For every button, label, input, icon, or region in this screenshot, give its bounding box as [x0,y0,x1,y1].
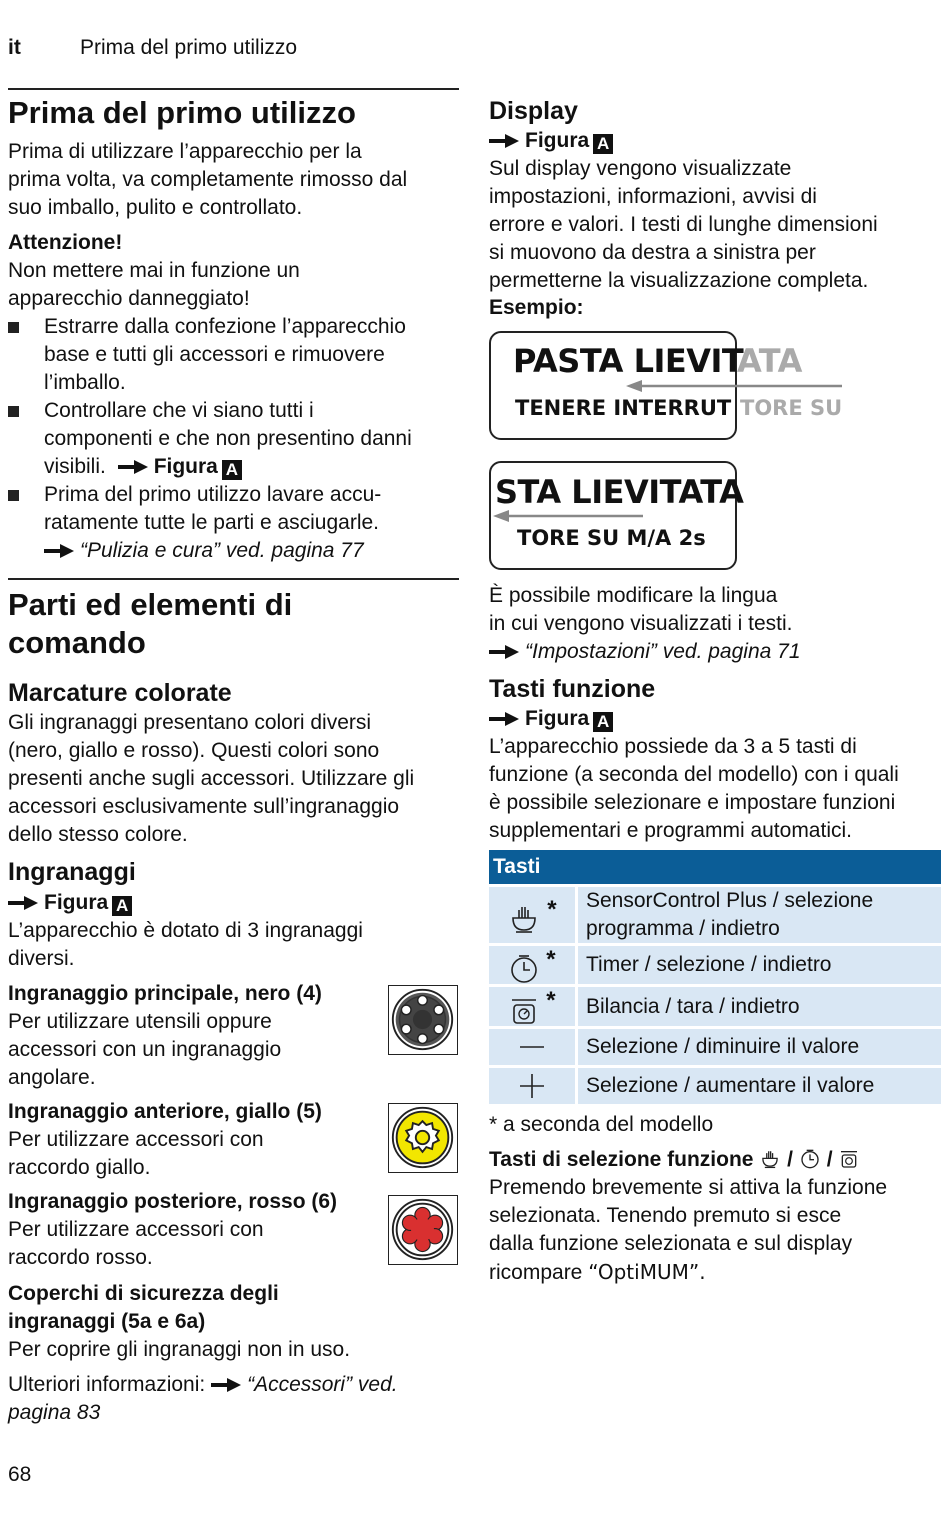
covers-text: Per coprire gli ingranaggi non in uso. [8,1338,351,1361]
section-title-first-use: Prima del primo utilizzo [8,95,356,130]
subsection-title-gears: Ingranaggi [8,858,136,886]
more-info: Ulteriori informazioni: “Accessori” ved. pagina 83 [8,1373,398,1424]
cross-reference-link[interactable]: “Impostazioni” ved. pagina 71 [525,640,801,663]
gear-yellow-image [388,1103,458,1173]
arrow-right-icon [44,544,74,558]
key-label: Selezione / diminuire il valore [577,1027,942,1066]
colors-paragraph: Gli ingranaggi presentano colori diversi (nero, giallo e rosso). Questi colori sono presenti anche sugli accessori. Utilizzare gli accessori esclusivamente sull’ingranaggio dello stesso colore. [8,711,415,846]
table-row [489,1066,941,1104]
section-rule [8,88,459,90]
key-label: Timer / selezione / indietro [577,945,942,986]
sensorcontrol-icon [759,1148,781,1171]
table-row [489,886,941,945]
function-keys-paragraph: L’apparecchio possiede da 3 a 5 tasti di funzione (a seconda del modello) con i quali è possibile selezionare e impostare funzioni supplementari e programmi automatici. [489,735,899,842]
table-header: Tasti [489,850,941,886]
page-number: 68 [8,1463,32,1486]
plus-icon [516,1073,548,1096]
arrow-right-icon [489,645,519,659]
gears-intro: L’apparecchio è dotato di 3 ingranaggi diversi. [8,919,363,970]
warning-text: Non mettere mai in funzione un apparecchio danneggiato! [8,259,300,310]
model-footnote-star: * [547,895,557,923]
scroll-direction-arrow [493,508,645,524]
covers-title: Coperchi di sicurezza degli ingranaggi (5a e 6a) [8,1282,279,1333]
subsection-title-colors: Marcature colorate [8,679,232,707]
display-main-text: STA LIEVITATA [495,473,744,511]
selection-keys-title: Tasti di selezione funzione / / [489,1146,860,1174]
example-label: Esempio: [489,296,584,319]
table-row [489,986,941,1027]
table-row [489,945,941,986]
bullet-icon [8,322,19,333]
sensorcontrol-icon [507,907,547,930]
model-footnote-star: * [546,987,556,1015]
display-main-text-overflow: ATA [737,342,802,380]
cross-reference-link[interactable]: “Pulizia e cura” ved. pagina 77 [80,539,364,562]
bullet-icon [8,490,19,501]
timer-icon [508,957,546,980]
language-paragraph: È possibile modificare la lingua in cui vengono visualizzati i testi. “Impostazioni” ved. pagina 71 [489,584,801,663]
bullet-list [8,313,458,565]
list-item: Prima del primo utilizzo lavare accu- ratamente tutte le parti e asciugarle. “Pulizia e cura” ved. pagina 77 [8,481,458,565]
key-label: SensorControl Plus / selezione [586,889,874,912]
selection-keys-paragraph: Premendo brevemente si attiva la funzione selezionata. Tenendo premuto si esce dalla funzione selezionata e sul display ricompare “OptiMUM”. [489,1176,888,1284]
table-footnote: * a seconda del modello [489,1113,714,1136]
gear-rear-description: Ingranaggio posteriore, rosso (6) Per utilizzare accessori con raccordo rosso. [8,1190,338,1269]
scale-icon [508,998,546,1021]
bullet-icon [8,406,19,417]
section-rule [8,578,459,580]
figure-badge: A [593,134,613,154]
running-header-title: Prima del primo utilizzo [80,36,298,59]
list-item: Estrarre dalla confezione l’apparecchio base e tutti gli accessori e rimuovere l’imballo. [8,313,458,397]
minus-icon [516,1035,548,1058]
arrow-right-icon [118,460,148,474]
figure-ref[interactable]: Figura [525,129,590,152]
figure-ref[interactable]: Figura [525,707,590,730]
figure-badge: A [112,896,132,916]
arrow-right-icon [489,712,519,726]
subsection-title-function-keys: Tasti funzione [489,675,656,703]
figure-badge: A [222,460,242,480]
figure-ref-line [8,889,132,917]
key-label: Selezione / aumentare il valore [577,1066,942,1104]
gear-main-description: Ingranaggio principale, nero (4) Per utilizzare utensili oppure accessori con un ingranaggio angolare. [8,982,322,1089]
timer-icon [799,1148,821,1171]
subsection-title-display: Display [489,97,578,125]
keys-table [489,850,941,1104]
gear-black-image [388,985,458,1055]
display-main-text: PASTA LIEVIT [513,342,744,380]
key-label: programma / indietro [586,917,780,940]
figure-ref[interactable]: Figura [153,455,218,478]
arrow-right-icon [211,1378,241,1392]
section-title-parts: Parti ed elementi di comando [8,587,293,660]
gear-front-description: Ingranaggio anteriore, giallo (5) Per utilizzare accessori con raccordo giallo. [8,1100,322,1179]
arrow-right-icon [489,134,519,148]
display-paragraph: Sul display vengono visualizzate impostazioni, informazioni, avvisi di errore e valori. I testi di lunghe dimensioni si muovono da destra a sinistra per permetterne la visualizzazione completa. [489,157,878,292]
display-sub-text: TORE SU M/A 2s [517,526,706,550]
display-text-optimum: “OptiMUM”. [588,1260,706,1284]
arrow-right-icon [8,896,38,910]
scroll-direction-arrow [626,378,846,394]
display-sub-text: TENERE INTERRUT [515,396,732,420]
figure-ref[interactable]: Figura [44,891,109,914]
figure-badge: A [593,712,613,732]
display-sub-text-overflow: TORE SU [740,396,843,420]
figure-ref-line [489,705,613,733]
lang-code: it [8,36,21,59]
key-label: Bilancia / tara / indietro [577,986,942,1027]
scale-icon [838,1148,860,1171]
model-footnote-star: * [546,946,556,973]
intro-paragraph: Prima di utilizzare l’apparecchio per la prima volta, va completamente rimosso dal suo imballo, pulito e controllato. [8,140,408,219]
warning-title: Attenzione! [8,231,123,254]
list-item: Controllare che vi siano tutti i componenti e che non presentino danni visibili. Figura A [8,397,458,481]
figure-ref-line [489,127,613,155]
cross-reference-link[interactable]: “Accessori” ved. [247,1373,398,1396]
gear-red-image [388,1195,458,1265]
table-row [489,1027,941,1066]
